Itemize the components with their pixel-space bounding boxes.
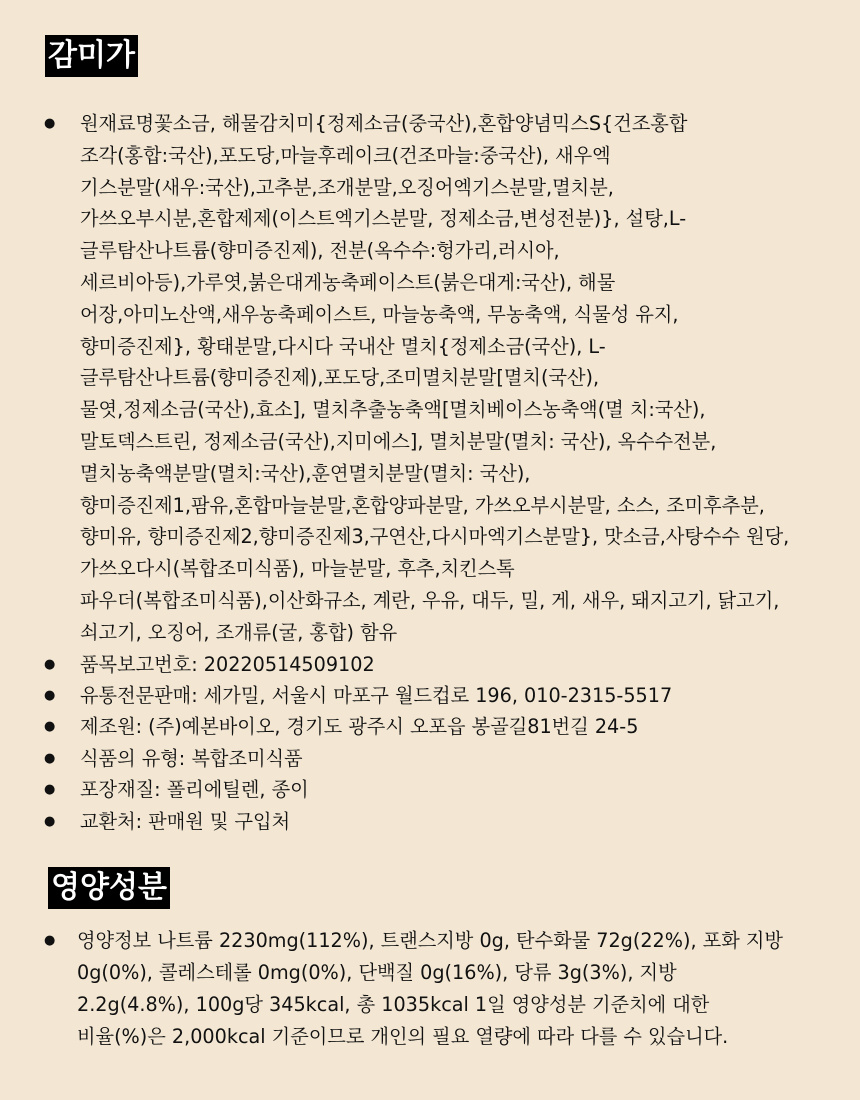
raw-materials-line: 파우더(복합조미식품),이산화규소, 계란, 우유, 대두, 밀, 게, 새우, 돼지고기, 닭고기, bbox=[80, 588, 780, 612]
raw-materials-line: 향미증진제}, 황태분말,다시다 국내산 멸치{정제소금(국산), L- bbox=[80, 334, 606, 358]
raw-materials-line: 가쓰오다시(복합조미식품), 마늘분말, 후추,치킨스톡 bbox=[80, 557, 515, 581]
section-title-gammiga: 감미가 bbox=[45, 35, 138, 77]
raw-materials-line: 조각(홍합:국산),포도당,마늘후레이크(건조마늘:중국산), 새우엑 bbox=[80, 143, 611, 167]
raw-materials-line: 쇠고기, 오징어, 조개류(굴, 홍합) 함유 bbox=[80, 620, 398, 644]
list-item-distributor: ● 유통전문판매: 세가밀, 서울시 마포구 월드컵로 196, 010-2315-5517 bbox=[0, 680, 789, 711]
raw-materials-line: 물엿,정제소금(국산),효소], 멸치추출농축액[멸치베이스농축액(멸 치:국산), bbox=[80, 398, 706, 422]
section-title-nutrition: 영양성분 bbox=[48, 867, 170, 909]
list-item-nutrition-info bbox=[0, 925, 783, 1053]
list-item-food-type: ● 식품의 유형: 복합조미식품 bbox=[0, 743, 789, 774]
raw-materials-line: 세르비아등),가루엿,붉은대게농축페이스트(붉은대게:국산), 해물 bbox=[80, 270, 616, 294]
raw-materials-line: 가쓰오부시분,혼합제제(이스트엑기스분말, 정제소금,변성전분)}, 설탕,L- bbox=[80, 207, 687, 231]
list-item-exchange: ● 교환처: 판매원 및 구입처 bbox=[0, 806, 789, 837]
raw-materials-line: 향미유, 향미증진제2,향미증진제3,구연산,다시마엑기스분말}, 맛소금,사탕수수 원당, bbox=[80, 525, 790, 549]
list-item-packaging: ● 포장재질: 폴리에틸렌, 종이 bbox=[0, 774, 789, 805]
nutrition-line: 비율(%)은 2,000kcal 기준이므로 개인의 필요 열량에 따라 다를 수 있습니다. bbox=[77, 1025, 729, 1048]
nutrition-list bbox=[0, 925, 783, 1053]
raw-materials-line: 글루탐산나트륨(향미증진제),포도당,조미멸치분말[멸치(국산), bbox=[80, 366, 600, 390]
list-item-raw-materials bbox=[0, 108, 789, 649]
nutrition-line: 0g(0%), 콜레스테롤 0mg(0%), 단백질 0g(16%), 당류 3g(3%), 지방 bbox=[77, 961, 677, 984]
nutrition-line: 2.2g(4.8%), 100g당 345kcal, 총 1035kcal 1일 영양성분 기준치에 대한 bbox=[77, 993, 710, 1016]
raw-materials-line: 글루탐산나트륨(향미증진제), 전분(옥수수:헝가리,러시아, bbox=[80, 239, 560, 263]
raw-materials-line: 향미증진제1,팜유,혼합마늘분말,혼합양파분말, 가쓰오부시분말, 소스, 조미후추분, bbox=[80, 493, 765, 517]
raw-materials-line: 멸치농축액분말(멸치:국산),훈연멸치분말(멸치: 국산), bbox=[80, 461, 531, 485]
raw-materials-line: 어장,아미노산액,새우농축페이스트, 마늘농축액, 무농축액, 식물성 유지, bbox=[80, 302, 679, 326]
raw-materials-line: ● 원재료명꽃소금, 해물감치미{정제소금(중국산),혼합양념믹스S{건조홍합 bbox=[80, 112, 688, 135]
raw-materials-line: 말토덱스트린, 정제소금(국산),지미에스], 멸치분말(멸치: 국산), 옥수수전분, bbox=[80, 429, 717, 453]
ingredient-list bbox=[0, 108, 789, 837]
list-item-report-number: ● 품목보고번호: 20220514509102 bbox=[0, 649, 789, 680]
nutrition-line: ● 영양정보 나트륨 2230mg(112%), 트랜스지방 0g, 탄수화물 72g(22%), 포화 지방 bbox=[77, 929, 783, 952]
raw-materials-line: 기스분말(새우:국산),고추분,조개분말,오징어엑기스분말,멸치분, bbox=[80, 175, 614, 199]
list-item-manufacturer: ● 제조원: (주)예본바이오, 경기도 광주시 오포읍 봉골길81번길 24-5 bbox=[0, 711, 789, 742]
